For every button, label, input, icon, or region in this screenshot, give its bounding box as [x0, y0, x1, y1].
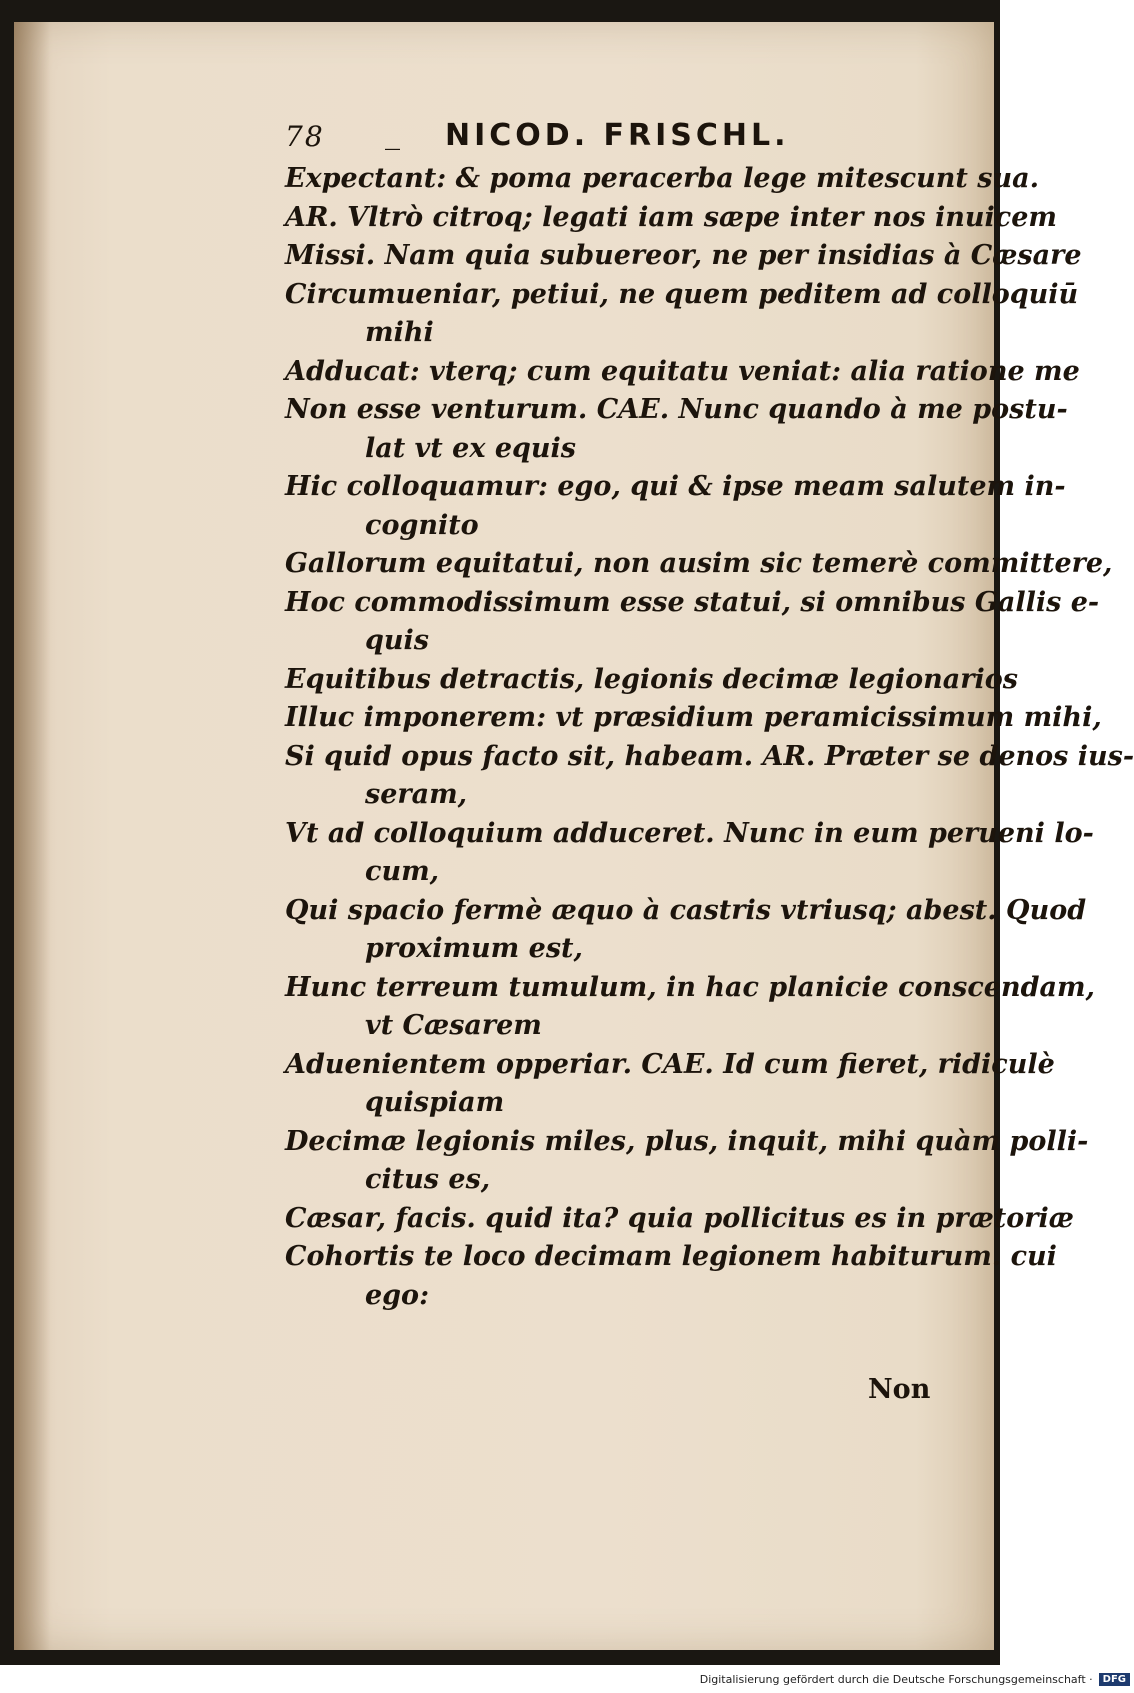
page-text-block [285, 112, 1134, 1315]
dfg-logo-icon: DFG [1099, 1673, 1130, 1686]
verse-line: Hoc commodissimum esse statui, si omnibus Gallis e- [285, 586, 1100, 618]
verse-line-continuation: quis [365, 625, 429, 656]
verse-line: Circumueniar, petiui, ne quem peditem ad colloquiū [285, 278, 1079, 310]
verse-line: Hunc terreum tumulum, in hac planicie conscendam, [285, 971, 1095, 1003]
verse-line: Adducat: vterq; cum equitatu veniat: alia ratione me [285, 355, 1080, 387]
verse-line-continuation: ego: [365, 1279, 430, 1311]
verse-line: AR. Vltrò citroq; legati iam sæpe inter nos inuicem [285, 201, 1057, 233]
verse-line-continuation: cum, [365, 856, 440, 887]
digitization-footer [700, 1669, 1130, 1689]
page-number: 78 [285, 120, 325, 153]
verse-line: Missi. Nam quia subuereor, ne per insidias à Cæsare [285, 240, 1082, 271]
verse-lines [285, 160, 1134, 1315]
verse-line-continuation: citus es, [365, 1164, 491, 1195]
verse-line-continuation: proximum est, [365, 933, 583, 964]
catchword: Non [868, 1374, 931, 1405]
verse-line: Si quid opus facto sit, habeam. AR. Præter se denos ius- [285, 740, 1134, 772]
verse-line-continuation: vt Cæsarem [365, 1010, 542, 1041]
verse-line-continuation: seram, [365, 779, 468, 810]
verse-line: Decimæ legionis miles, plus, inquit, mihi quàm polli- [285, 1125, 1089, 1157]
header-dash: _ [385, 116, 402, 151]
verse-line: Non esse venturum. CAE. Nunc quando à me postu- [285, 394, 1068, 425]
verse-line-continuation: mihi [365, 317, 434, 348]
verse-line: Gallorum equitatui, non ausim sic temerè committere, [285, 548, 1113, 579]
footer-credit: Digitalisierung gefördert durch die Deutsche Forschungsgemeinschaft · [699, 1672, 1093, 1686]
verse-line: Illuc imponerem: vt præsidium peramicissimum mihi, [285, 702, 1102, 733]
verse-line: Aduenientem opperiar. CAE. Id cum fieret, ridiculè [285, 1048, 1055, 1080]
verse-line: Vt ad colloquium adduceret. Nunc in eum perueni lo- [285, 817, 1094, 849]
verse-line-continuation: quispiam [365, 1087, 505, 1118]
running-title: NICOD. FRISCHL. [445, 118, 790, 153]
verse-line-continuation: cognito [365, 509, 479, 541]
verse-line: Expectant: & poma peracerba lege mitescunt sua. [285, 163, 1039, 194]
verse-line: Cohortis te loco decimam legionem habiturum. cui [285, 1241, 1057, 1272]
gutter-shadow [14, 22, 50, 1650]
verse-line: Cæsar, facis. quid ita? quia pollicitus es in prætoriæ [285, 1202, 1074, 1234]
verse-line: Hic colloquamur: ego, qui & ipse meam salutem in- [285, 471, 1066, 502]
verse-line: Qui spacio fermè æquo à castris vtriusq; abest. Quod [285, 894, 1087, 926]
page-header [285, 112, 965, 160]
verse-line: Equitibus detractis, legionis decimæ legionarios [285, 663, 1018, 695]
verse-line-continuation: lat vt ex equis [365, 432, 577, 464]
